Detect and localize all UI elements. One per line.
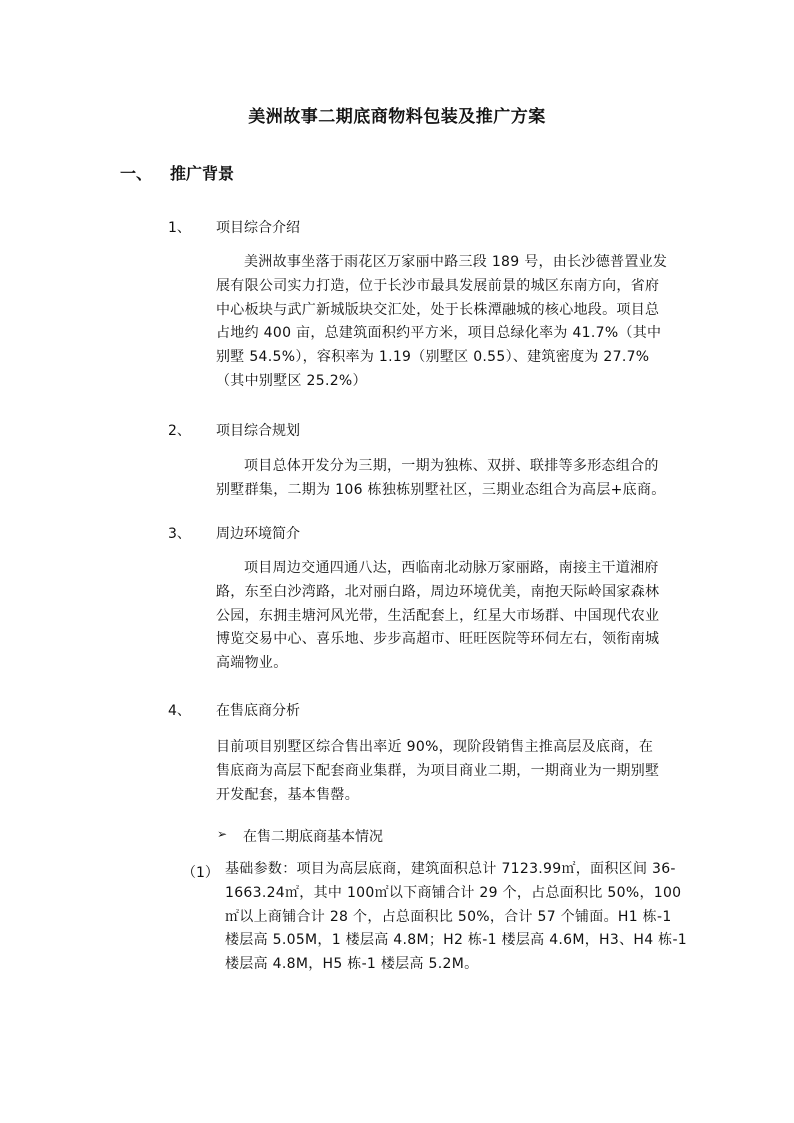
paragraph-line: 楼层高 4.8M，H5 栋-1 楼层高 5.2M。: [225, 956, 479, 973]
subsection-label: 周边环境简介: [216, 526, 300, 542]
item-number: （1）: [182, 865, 219, 881]
arrow-bullet-icon: ➢: [217, 827, 228, 841]
paragraph-line: 美洲故事坐落于雨花区万家丽中路三段 189 号，由长沙德普置业发: [244, 254, 668, 270]
subsection-number: 1、: [168, 220, 191, 236]
paragraph-line: 项目总体开发分为三期，一期为独栋、双拼、联排等多形态组合的: [244, 458, 659, 474]
paragraph-line: ㎡以上商铺合计 28 个，占总面积比 50%，合计 57 个铺面。H1 栋-1: [225, 908, 672, 925]
paragraph-line: 项目周边交通四通八达，西临南北动脉万家丽路，南接主干道湘府: [244, 560, 659, 576]
subsection-number: 4、: [168, 703, 191, 719]
section-label: 推广背景: [170, 164, 235, 183]
paragraph-line: 博览交易中心、喜乐地、步步高超市、旺旺医院等环伺左右，领衔南城: [216, 631, 660, 648]
paragraph-line: （其中别墅区 25.2%）: [216, 372, 367, 389]
paragraph-line: 别墅群集，二期为 106 栋独栋别墅社区，三期业态组合为高层+底商。: [216, 481, 666, 498]
paragraph-line: 中心板块与武广新城版块交汇处，处于长株潭融城的核心地段。项目总: [216, 301, 660, 318]
paragraph-line: 目前项目别墅区综合售出率近 90%，现阶段销售主推高层及底商，在: [216, 739, 654, 755]
paragraph-surroundings: [216, 557, 659, 676]
subsection-number: 3、: [168, 526, 191, 542]
bullet-label: 在售二期底商基本情况: [243, 829, 383, 845]
subsection-label: 项目综合介绍: [216, 220, 300, 236]
subsection-label: 在售底商分析: [216, 703, 300, 719]
paragraph-sales-analysis: [216, 736, 659, 807]
paragraph-line: 基础参数：项目为高层底商，建筑面积总计 7123.99㎡，面积区间 36-: [225, 861, 676, 877]
paragraph-line: 公园，东拥圭塘河风光带，生活配套上，红星大市场群、中国现代农业: [216, 607, 660, 624]
paragraph-line: 占地约 400 亩，总建筑面积约平方米，项目总绿化率为 41.7%（其中: [216, 325, 662, 342]
paragraph-project-plan: [216, 455, 666, 503]
subsection-number: 2、: [168, 423, 191, 439]
paragraph-line: 路，东至白沙湾路，北对丽白路，周边环境优美，南抱天际岭国家森林: [216, 583, 660, 600]
section-number: 一、: [120, 164, 153, 183]
subsection-label: 项目综合规划: [216, 423, 300, 439]
page-title: 美洲故事二期底商物料包装及推广方案: [248, 107, 546, 127]
paragraph-line: 高端物业。: [216, 655, 288, 672]
paragraph-line: 开发配套，基本售罄。: [216, 786, 359, 803]
paragraph-line: 1663.24㎡，其中 100㎡以下商铺合计 29 个，占总面积比 50%，100: [225, 884, 682, 901]
paragraph-line: 楼层高 5.05M，1 楼层高 4.8M；H2 栋-1 楼层高 4.6M，H3、H4 栋-1: [225, 932, 688, 949]
item-1-paragraph: [225, 858, 687, 977]
paragraph-line: 售底商为高层下配套商业集群，为项目商业二期，一期商业为一期别墅: [216, 762, 660, 779]
paragraph-project-intro: [216, 251, 667, 394]
paragraph-line: 别墅 54.5%），容积率为 1.19（别墅区 0.55）、建筑密度为 27.7%: [216, 349, 650, 366]
paragraph-line: 展有限公司实力打造，位于长沙市最具发展前景的城区东南方向，省府: [216, 277, 660, 294]
